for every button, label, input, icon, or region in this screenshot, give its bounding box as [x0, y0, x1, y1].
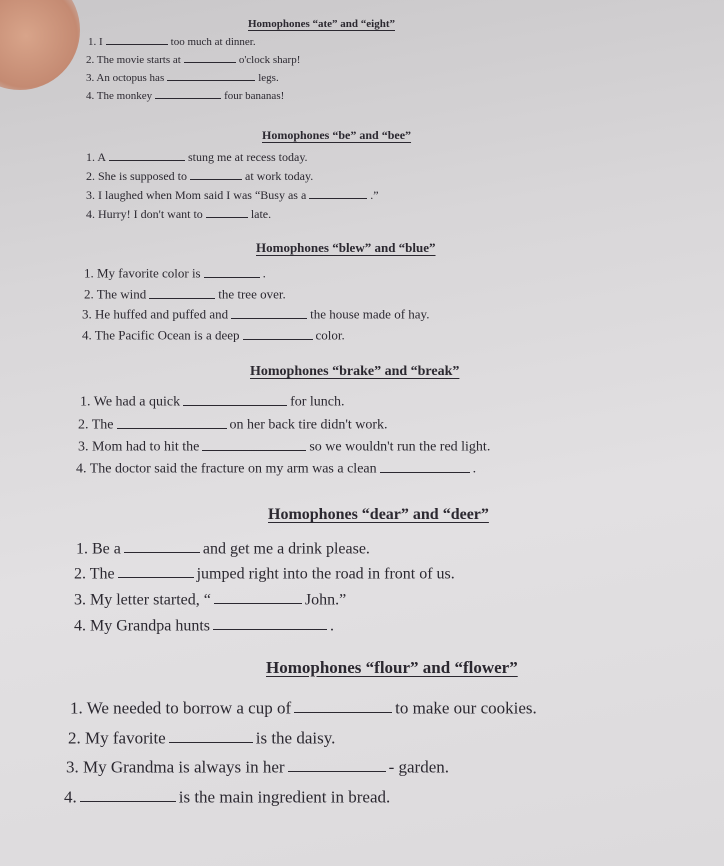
question-text-after: is the daisy.: [255, 728, 336, 748]
question-line: [86, 168, 313, 184]
question-line: [84, 265, 266, 282]
question-line: [78, 437, 490, 456]
question-text: 2. The: [78, 417, 114, 433]
question-text-after: color.: [315, 327, 345, 343]
answer-blank[interactable]: [231, 306, 307, 319]
question-line: [78, 415, 388, 434]
question-line: [84, 286, 286, 303]
answer-blank[interactable]: [124, 538, 200, 553]
answer-blank[interactable]: [204, 265, 260, 278]
question-text: 2. The movie starts at: [86, 53, 181, 66]
question-text-after: to make our cookies.: [395, 698, 537, 718]
answer-blank[interactable]: [149, 286, 215, 299]
question-text: 1. My favorite color is: [84, 265, 201, 281]
answer-blank[interactable]: [106, 34, 168, 45]
answer-blank[interactable]: [117, 415, 227, 429]
question-line: [86, 187, 379, 203]
question-text: 3. My Grandma is always in her: [66, 757, 285, 777]
section-title: Homophones “brake” and “break”: [250, 364, 460, 379]
question-text: 4. My Grandpa hunts: [74, 617, 210, 635]
question-text: 3. My letter started, “: [74, 591, 211, 609]
question-text-after: and get me a drink please.: [202, 540, 370, 558]
question-text-after: for lunch.: [290, 394, 345, 410]
question-line: [70, 697, 537, 718]
answer-blank[interactable]: [155, 88, 221, 99]
question-text-after: the tree over.: [218, 286, 286, 302]
question-text: 3. Mom had to hit the: [78, 439, 200, 455]
question-text-after: o'clock sharp!: [238, 53, 301, 66]
question-text-after: too much at dinner.: [170, 35, 256, 48]
question-line: [74, 563, 455, 583]
question-text-after: late.: [250, 206, 272, 221]
question-text-after: the house made of hay.: [310, 306, 430, 322]
answer-blank[interactable]: [118, 563, 194, 578]
question-text-after: so we wouldn't run the red light.: [309, 439, 491, 455]
question-line: [86, 70, 279, 84]
question-text: 1. We had a quick: [80, 394, 181, 410]
question-text-after: on her back tire didn't work.: [229, 417, 388, 433]
question-text-after: .: [262, 265, 266, 281]
question-text-after: is the main ingredient in bread.: [178, 787, 391, 807]
question-text-after: John.”: [304, 591, 347, 609]
question-line: [80, 392, 345, 411]
question-line: [74, 589, 346, 609]
question-text-after: jumped right into the road in front of us.: [196, 565, 455, 583]
question-text: 2. My favorite: [68, 728, 166, 748]
question-line: [74, 615, 334, 635]
question-line: [76, 538, 370, 558]
question-line: [86, 149, 308, 165]
answer-blank[interactable]: [206, 206, 248, 218]
question-line: [82, 306, 429, 323]
answer-blank[interactable]: [288, 756, 386, 772]
question-text-after: .”: [370, 187, 379, 202]
question-text: 3. I laughed when Mom said I was “Busy as a: [86, 187, 307, 202]
question-text-after: - garden.: [388, 757, 450, 777]
answer-blank[interactable]: [184, 52, 236, 63]
question-text: 4. The monkey: [86, 89, 153, 102]
question-text: 4.: [64, 787, 77, 807]
question-text: 2. The wind: [84, 286, 147, 302]
answer-blank[interactable]: [183, 392, 287, 406]
question-line: [64, 786, 390, 807]
section-title: Homophones “flour” and “flower”: [266, 658, 518, 677]
question-line: [66, 756, 449, 777]
question-line: [88, 34, 256, 48]
question-text: 4. The doctor said the fracture on my arm was a clean: [76, 461, 377, 477]
question-text: 4. Hurry! I don't want to: [86, 206, 203, 221]
section-title: Homophones “blew” and “blue”: [256, 240, 436, 255]
section-title: Homophones “be” and “bee”: [262, 128, 412, 142]
answer-blank[interactable]: [213, 615, 327, 630]
question-text: 1. I: [88, 35, 103, 48]
question-text: 1. We needed to borrow a cup of: [70, 698, 292, 718]
question-text-after: .: [472, 461, 477, 477]
section-title: Homophones “ate” and “eight”: [248, 18, 395, 30]
answer-blank[interactable]: [169, 727, 253, 743]
answer-blank[interactable]: [294, 697, 392, 713]
question-text: 3. He huffed and puffed and: [82, 306, 229, 322]
answer-blank[interactable]: [214, 589, 302, 604]
answer-blank[interactable]: [190, 168, 242, 180]
question-text: 1. Be a: [76, 540, 121, 558]
question-text: 2. She is supposed to: [86, 168, 188, 183]
question-text-after: legs.: [258, 71, 279, 84]
question-text: 2. The: [74, 565, 115, 583]
question-line: [68, 727, 335, 748]
question-line: [86, 52, 300, 66]
answer-blank[interactable]: [167, 70, 255, 81]
question-text-after: at work today.: [245, 168, 314, 183]
question-line: [86, 206, 271, 222]
question-text-after: .: [329, 617, 334, 635]
question-line: [76, 459, 476, 478]
answer-blank[interactable]: [80, 786, 176, 802]
answer-blank[interactable]: [243, 327, 313, 340]
answer-blank[interactable]: [380, 459, 470, 473]
section-title: Homophones “dear” and “deer”: [268, 506, 489, 523]
answer-blank[interactable]: [202, 437, 306, 451]
question-text-after: four bananas!: [224, 89, 285, 102]
question-text: 3. An octopus has: [86, 71, 165, 84]
question-text: 4. The Pacific Ocean is a deep: [82, 327, 240, 343]
question-text: 1. A: [86, 149, 107, 164]
question-line: [86, 88, 284, 102]
answer-blank[interactable]: [109, 149, 185, 161]
question-text-after: stung me at recess today.: [188, 149, 308, 164]
answer-blank[interactable]: [309, 187, 367, 199]
question-line: [82, 327, 345, 344]
